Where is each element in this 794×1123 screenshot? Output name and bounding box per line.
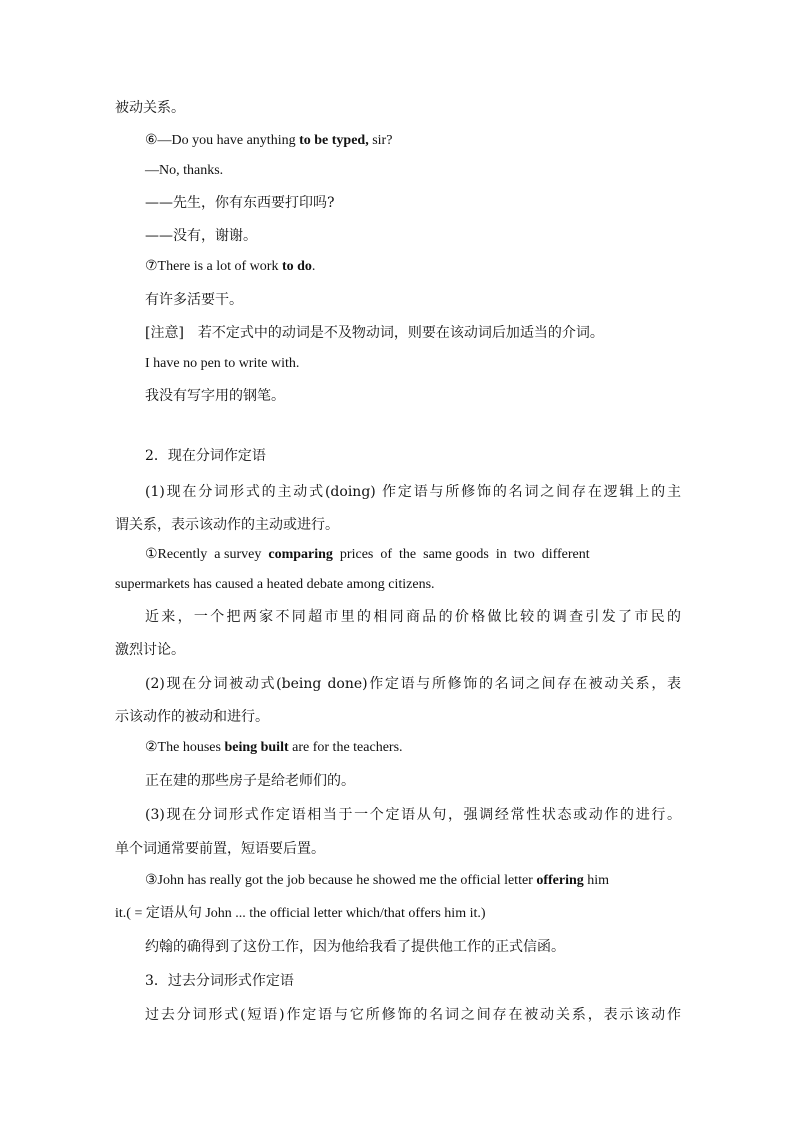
paragraph-line: 过去分词形式(短语)作定语与它所修饰的名词之间存在被动关系，表示该动作 (145, 1007, 681, 1023)
note-line: [注意] 若不定式中的动词是不及物动词，则要在该动词后加适当的介词。 (145, 325, 604, 341)
translation-line: 正在建的那些房子是给老师们的。 (145, 773, 355, 789)
example-text: him (583, 873, 610, 888)
example-text: . (311, 259, 316, 274)
example-text: ⑦There is a lot of work (145, 259, 282, 274)
paragraph-line: (3)现在分词形式作定语相当于一个定语从句，强调经常性状态或动作的进行。 (145, 807, 681, 823)
translation-line: 约翰的确得到了这份工作，因为他给我看了提供他工作的正式信函。 (145, 939, 565, 955)
example-sentence (145, 545, 681, 565)
text-line: 被动关系。 (115, 100, 185, 116)
paragraph-line: (2)现在分词被动式(being done)作定语与所修饰的名词之间存在被动关系，表 (145, 676, 681, 692)
example-sentence: it.( = 定语从句 John ... the official letter which/that offers him it.) (115, 906, 486, 921)
emphasized-phrase: comparing (268, 547, 333, 562)
paragraph-line: 示该动作的被动和进行。 (115, 709, 269, 725)
example-sentence: supermarkets has caused a heated debate among citizens. (115, 577, 435, 592)
paragraph-line: 单个词通常要前置，短语要后置。 (115, 841, 325, 857)
translation-line: 有许多活要干。 (145, 292, 243, 308)
translation-line: 激烈讨论。 (115, 642, 185, 658)
example-text: are for the teachers. (288, 740, 403, 755)
translation-line: ——先生，你有东西要打印吗? (145, 195, 335, 211)
example-sentence (145, 257, 681, 277)
translation-line: 我没有写字用的钢笔。 (145, 388, 285, 404)
emphasized-phrase: offering (536, 873, 584, 888)
emphasized-phrase: to be typed, (299, 133, 369, 148)
emphasized-phrase: being built (224, 740, 289, 755)
example-text: sir? (368, 133, 393, 148)
translation-line: ——没有，谢谢。 (145, 228, 257, 244)
example-sentence (145, 738, 681, 758)
example-sentence (145, 871, 681, 891)
example-text: prices of the same goods in two different (332, 547, 590, 562)
example-sentence (145, 131, 681, 151)
example-text: ①Recently a survey (145, 547, 269, 562)
example-sentence: —No, thanks. (145, 163, 224, 178)
translation-line: 近来，一个把两家不同超市里的相同商品的价格做比较的调查引发了市民的 (145, 609, 681, 625)
example-sentence: I have no pen to write with. (145, 356, 300, 371)
section-heading: 2．现在分词作定语 (145, 448, 266, 464)
emphasized-phrase: to do (281, 259, 312, 274)
section-heading: 3．过去分词形式作定语 (145, 973, 294, 989)
paragraph-line: (1)现在分词形式的主动式(doing) 作定语与所修饰的名词之间存在逻辑上的主 (145, 484, 681, 500)
example-text: ②The houses (145, 740, 225, 755)
example-text: ③John has really got the job because he showed me the official letter (145, 873, 537, 888)
paragraph-line: 谓关系，表示该动作的主动或进行。 (115, 517, 339, 533)
example-text: ⑥—Do you have anything (145, 133, 300, 148)
